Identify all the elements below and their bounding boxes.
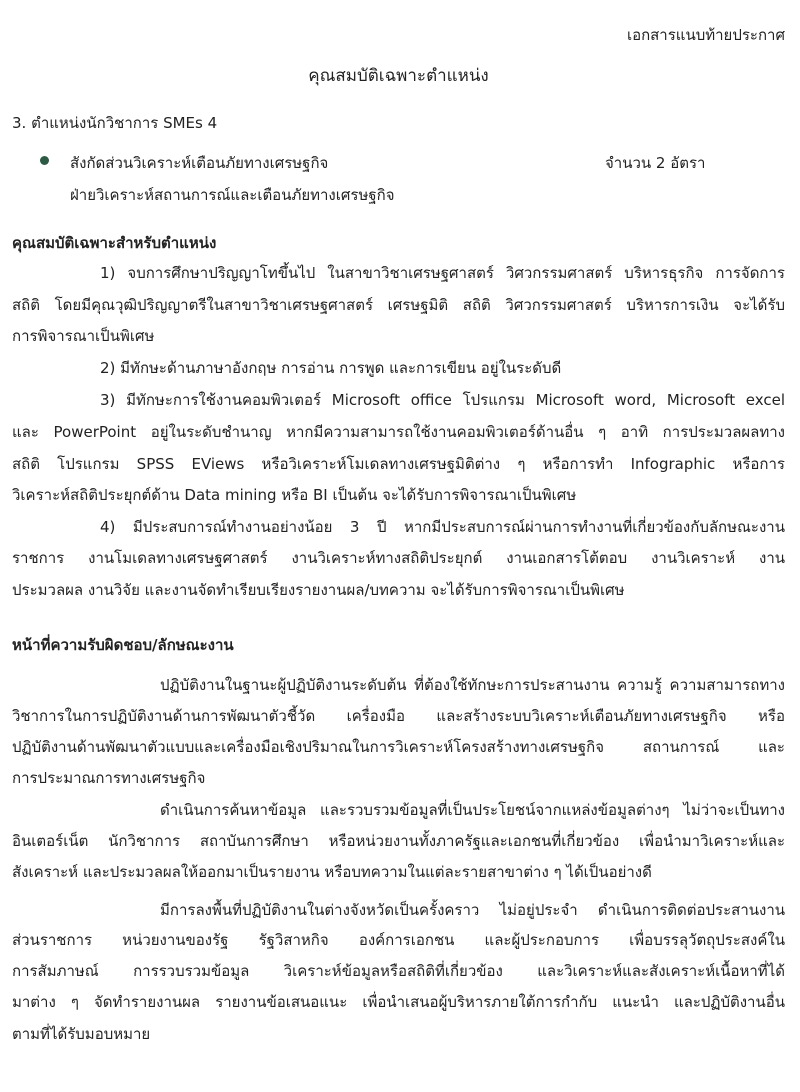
position-count: จำนวน 2 อัตรา [605,154,706,172]
qualification-line: การพิจารณาเป็นพิเศษ [12,327,155,345]
unit-line-2: ฝ่ายวิเคราะห์สถานการณ์และเตือนภัยทางเศรษฐกิจ [70,186,395,204]
page-title: คุณสมบัติเฉพาะตำแหน่ง [308,66,489,86]
duty-line: สังเคราะห์ และประมวลผลให้ออกมาเป็นรายงาน หรือบทความในแต่ละรายสาขาต่าง ๆ ได้เป็นอย่างดี [12,863,652,881]
duty-line: ดำเนินการค้นหาข้อมูล และรวบรวมข้อมูลที่เป็นประโยชน์จากแหล่งข้อมูลต่างๆ ไม่ว่าจะเป็นทาง [160,801,785,819]
duty-line: วิชาการในการปฏิบัติงานด้านการพัฒนาตัวชี้วัด เครื่องมือ และสร้างระบบวิเคราะห์เตือนภัยทางเศรษฐกิจ หรือ [12,707,785,725]
position-title: 3. ตำแหน่งนักวิชาการ SMEs 4 [12,114,218,132]
qualification-line: 3) มีทักษะการใช้งานคอมพิวเตอร์ Microsoft office โปรแกรม Microsoft word, Microsoft excel [100,391,785,409]
qualification-line: ราชการ งานโมเดลทางเศรษฐศาสตร์ งานวิเคราะห์ทางสถิติประยุกต์ งานเอกสารโต้ตอบ งานวิเคราะห์ งาน [12,549,785,567]
qualification-line: วิเคราะห์สถิติประยุกต์ด้าน Data mining หรือ BI เป็นต้น จะได้รับการพิจารณาเป็นพิเศษ [12,486,577,504]
unit-line-1: สังกัดส่วนวิเคราะห์เตือนภัยทางเศรษฐกิจ [70,154,329,172]
duty-line: อินเตอร์เน็ต นักวิชาการ สถาบันการศึกษา หรือหน่วยงานทั้งภาครัฐและเอกชนที่เกี่ยวข้อง เพื่อนำมาวิเคราะห์และ [12,832,785,850]
duty-line: ตามที่ได้รับมอบหมาย [12,1025,151,1043]
qualification-line: 2) มีทักษะด้านภาษาอังกฤษ การอ่าน การพูด และการเขียน อยู่ในระดับดี [100,359,562,377]
qualification-line: 1) จบการศึกษาปริญญาโทขึ้นไป ในสาขาวิชาเศรษฐศาสตร์ วิศวกรรมศาสตร์ บริหารธุรกิจ การจัดการ [100,264,785,282]
duty-line: การสัมภาษณ์ การรวบรวมข้อมูล วิเคราะห์ข้อมูลหรือสถิติที่เกี่ยวข้อง และวิเคราะห์และสังเคราะห์เนื้อหาที่ได้ [12,962,785,980]
duty-line: มาต่าง ๆ จัดทำรายงานผล รายงานข้อเสนอแนะ เพื่อนำเสนอผู้บริหารภายใต้การกำกับ แนะนำ และปฏิบัติงานอื่น [12,993,785,1011]
duties-heading: หน้าที่ความรับผิดชอบ/ลักษณะงาน [12,636,234,654]
duty-line: ส่วนราชการ หน่วยงานของรัฐ รัฐวิสาหกิจ องค์การเอกชน และผู้ประกอบการ เพื่อบรรลุวัตถุประสงค์ใน [12,931,785,949]
duty-line: ปฏิบัติงานในฐานะผู้ปฏิบัติงานระดับต้น ที่ต้องใช้ทักษะการประสานงาน ความรู้ ความสามารถทาง [160,676,785,694]
duty-line: ปฏิบัติงานด้านพัฒนาตัวแบบและเครื่องมือเชิงปริมาณในการวิเคราะห์โครงสร้างทางเศรษฐกิจ สถานการณ์ และ [12,738,785,756]
qualification-line: ประมวลผล งานวิจัย และงานจัดทำเรียบเรียงรายงานผล/บทความ จะได้รับการพิจารณาเป็นพิเศษ [12,581,625,599]
qualification-line: และ PowerPoint อยู่ในระดับชำนาญ หากมีความสามารถใช้งานคอมพิวเตอร์ด้านอื่น ๆ อาทิ การประมวลผลทาง [12,423,785,441]
qualification-line: สถิติ โปรแกรม SPSS EViews หรือวิเคราะห์โมเดลทางเศรษฐมิติต่าง ๆ หรือการทำ Infographic หรือการ [12,455,785,473]
bullet-icon [40,156,49,165]
qualification-line: สถิติ โดยมีคุณวุฒิปริญญาตรีในสาขาวิชาเศรษฐศาสตร์ เศรษฐมิติ สถิติ วิศวกรรมศาสตร์ บริหารการเงิน จะได้รับ [12,296,785,314]
qualifications-heading: คุณสมบัติเฉพาะสำหรับตำแหน่ง [12,234,217,252]
qualification-line: 4) มีประสบการณ์ทำงานอย่างน้อย 3 ปี หากมีประสบการณ์ผ่านการทำงานที่เกี่ยวข้องกับลักษณะงาน [100,518,785,536]
duty-line: การประมาณการทางเศรษฐกิจ [12,769,206,787]
duty-line: มีการลงพื้นที่ปฏิบัติงานในต่างจังหวัดเป็นครั้งคราว ไม่อยู่ประจำ ดำเนินการติดต่อประสานงาน [160,901,785,919]
header-note: เอกสารแนบท้ายประกาศ [626,26,785,44]
